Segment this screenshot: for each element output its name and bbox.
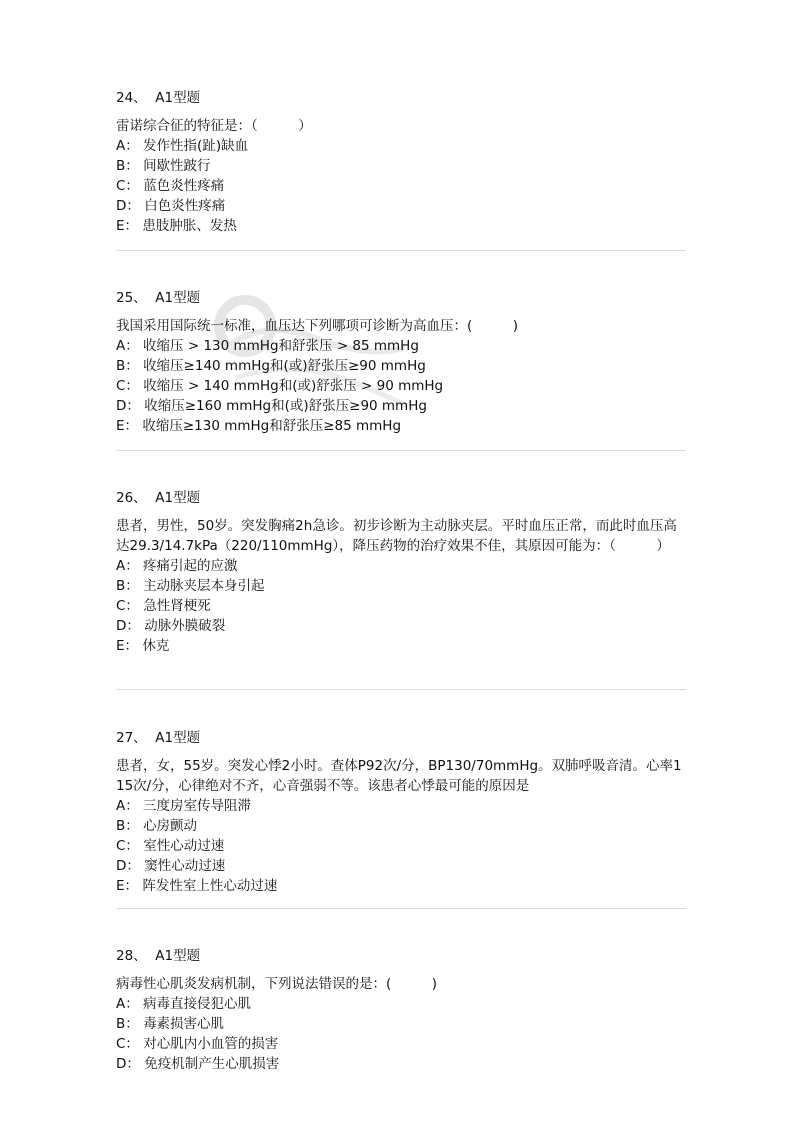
option-c — [116, 176, 686, 196]
option-e — [116, 416, 686, 436]
question-type: A1型题 — [155, 290, 201, 306]
option-text: 动脉外膜破裂 — [144, 618, 226, 634]
question-number: 27、 — [116, 730, 147, 746]
option-b — [116, 1014, 686, 1034]
question-divider — [116, 450, 686, 451]
option-letter: B： — [116, 1016, 139, 1032]
option-letter: A： — [116, 138, 139, 154]
option-text: 急性肾梗死 — [143, 598, 211, 614]
option-a — [116, 336, 686, 356]
question-27 — [116, 728, 686, 896]
option-text: 收缩压≥130 mmHg和舒张压≥85 mmHg — [142, 418, 402, 434]
question-divider — [116, 908, 686, 909]
option-d — [116, 616, 686, 636]
option-letter: C： — [116, 838, 139, 854]
option-letter: C： — [116, 178, 139, 194]
option-d — [116, 1054, 686, 1074]
question-25 — [116, 288, 686, 436]
question-28 — [116, 946, 686, 1074]
option-letter: C： — [116, 378, 139, 394]
question-type: A1型题 — [155, 490, 201, 506]
question-stem: 病毒性心肌炎发病机制，下列说法错误的是：( ) — [116, 976, 438, 992]
question-header — [116, 488, 686, 508]
option-c — [116, 596, 686, 616]
option-letter: E： — [116, 418, 139, 434]
option-d — [116, 196, 686, 216]
option-letter: D： — [116, 618, 140, 634]
option-text: 蓝色炎性疼痛 — [143, 178, 225, 194]
option-a — [116, 994, 686, 1014]
option-b — [116, 576, 686, 596]
question-stem: 患者，男性，50岁。突发胸痛2h急诊。初步诊断为主动脉夹层。平时血压正常，而此时血压高达29.3/14.7kPa（220/110mmHg），降压药物的治疗效果不佳，其原因可能为：（ ） — [116, 518, 677, 554]
question-type: A1型题 — [155, 730, 201, 746]
option-d — [116, 396, 686, 416]
option-text: 窦性心动过速 — [144, 858, 226, 874]
question-header — [116, 728, 686, 748]
option-e — [116, 876, 686, 896]
question-26 — [116, 488, 686, 656]
question-header — [116, 88, 686, 108]
option-letter: D： — [116, 398, 140, 414]
option-e — [116, 216, 686, 236]
option-d — [116, 856, 686, 876]
question-number: 24、 — [116, 90, 147, 106]
option-letter: B： — [116, 578, 139, 594]
option-c — [116, 376, 686, 396]
option-letter: B： — [116, 158, 139, 174]
option-e — [116, 636, 686, 656]
question-stem: 我国采用国际统一标准，血压达下列哪项可诊断为高血压：( ) — [116, 318, 519, 334]
option-b — [116, 356, 686, 376]
question-number: 25、 — [116, 290, 147, 306]
option-letter: A： — [116, 996, 139, 1012]
option-text: 白色炎性疼痛 — [144, 198, 226, 214]
option-b — [116, 816, 686, 836]
option-c — [116, 836, 686, 856]
option-text: 免疫机制产生心肌损害 — [144, 1056, 280, 1072]
option-text: 患肢肿胀、发热 — [142, 218, 237, 234]
option-text: 休克 — [142, 638, 170, 654]
option-text: 收缩压≥140 mmHg和(或)舒张压≥90 mmHg — [143, 358, 426, 374]
option-letter: E： — [116, 218, 139, 234]
option-letter: B： — [116, 818, 139, 834]
option-text: 毒素损害心肌 — [143, 1016, 225, 1032]
option-text: 对心肌内小血管的损害 — [143, 1036, 279, 1052]
option-text: 发作性指(趾)缺血 — [143, 138, 249, 154]
option-text: 室性心动过速 — [143, 838, 225, 854]
option-text: 间歇性跛行 — [143, 158, 211, 174]
option-a — [116, 556, 686, 576]
question-divider — [116, 250, 686, 251]
question-divider — [116, 689, 686, 690]
option-text: 三度房室传导阻滞 — [143, 798, 252, 814]
option-text: 收缩压≥160 mmHg和(或)舒张压≥90 mmHg — [144, 398, 427, 414]
option-text: 阵发性室上性心动过速 — [142, 878, 278, 894]
option-letter: D： — [116, 858, 140, 874]
option-text: 病毒直接侵犯心肌 — [143, 996, 252, 1012]
question-header — [116, 946, 686, 966]
option-a — [116, 796, 686, 816]
option-letter: E： — [116, 878, 139, 894]
option-b — [116, 156, 686, 176]
option-text: 心房颤动 — [143, 818, 198, 834]
option-letter: C： — [116, 1036, 139, 1052]
question-stem: 雷诺综合征的特征是：（ ） — [116, 118, 312, 134]
question-number: 26、 — [116, 490, 147, 506]
option-letter: A： — [116, 338, 139, 354]
question-type: A1型题 — [155, 948, 201, 964]
option-letter: E： — [116, 638, 139, 654]
option-text: 收缩压 > 140 mmHg和(或)舒张压 > 90 mmHg — [143, 378, 444, 394]
option-text: 收缩压 > 130 mmHg和舒张压 > 85 mmHg — [143, 338, 419, 354]
option-letter: A： — [116, 798, 139, 814]
option-text: 疼痛引起的应激 — [143, 558, 238, 574]
option-letter: D： — [116, 198, 140, 214]
option-letter: A： — [116, 558, 139, 574]
option-letter: D： — [116, 1056, 140, 1072]
option-c — [116, 1034, 686, 1054]
option-text: 主动脉夹层本身引起 — [143, 578, 265, 594]
option-letter: C： — [116, 598, 139, 614]
question-stem: 患者，女，55岁。突发心悸2小时。查体P92次/分，BP130/70mmHg。双肺呼吸音清。心率115次/分，心律绝对不齐，心音强弱不等。该患者心悸最可能的原因是 — [116, 758, 682, 794]
question-24 — [116, 88, 686, 236]
question-header — [116, 288, 686, 308]
question-number: 28、 — [116, 948, 147, 964]
option-letter: B： — [116, 358, 139, 374]
option-a — [116, 136, 686, 156]
question-type: A1型题 — [155, 90, 201, 106]
